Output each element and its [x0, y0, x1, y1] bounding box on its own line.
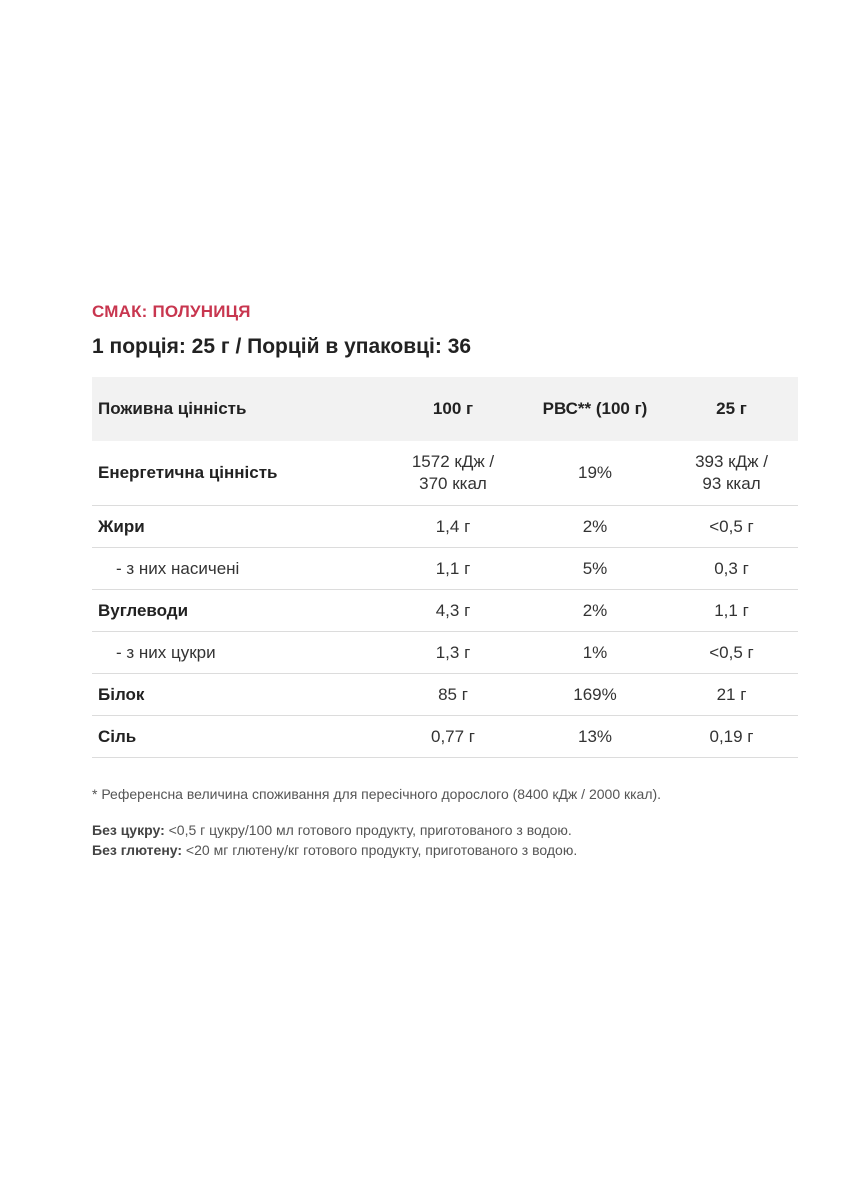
value-per-25g: 1,1 г	[665, 590, 798, 632]
value-per-100g: 1,1 г	[381, 548, 525, 590]
value-per-100g: 0,77 г	[381, 716, 525, 758]
header-nutrient: Поживна цінність	[98, 399, 247, 418]
value-per-25g: 21 г	[665, 674, 798, 716]
header-per-25g: 25 г	[716, 399, 747, 418]
table-row	[92, 632, 798, 674]
note-label: Без цукру:	[92, 822, 165, 838]
table-row	[92, 674, 798, 716]
nutrient-name: Вуглеводи	[92, 590, 381, 632]
value-per-25g: 0,19 г	[665, 716, 798, 758]
note-text: <20 мг глютену/кг готового продукту, приготованого з водою.	[182, 842, 578, 858]
nutrient-name: Енергетична цінність	[92, 441, 381, 506]
table-row	[92, 548, 798, 590]
value-per-25g: 0,3 г	[665, 548, 798, 590]
table-row	[92, 441, 798, 506]
value-rda: 1%	[525, 632, 665, 674]
flavor-title: СМАК: ПОЛУНИЦЯ	[92, 302, 251, 321]
value-rda: 19%	[525, 441, 665, 506]
value-per-100g: 1,3 г	[381, 632, 525, 674]
value-rda: 5%	[525, 548, 665, 590]
value-rda: 2%	[525, 590, 665, 632]
value-rda: 13%	[525, 716, 665, 758]
value-per-100g	[381, 441, 525, 506]
nutrition-label	[92, 300, 798, 860]
value-per-100g: 1,4 г	[381, 506, 525, 548]
sugar-free-note	[92, 820, 798, 840]
nutrient-name: Сіль	[92, 716, 381, 758]
value-line: 93 ккал	[702, 474, 761, 493]
header-per-100g: 100 г	[432, 399, 474, 418]
nutrient-name: Жири	[92, 506, 381, 548]
serving-info: 1 порція: 25 г / Порцій в упаковці: 36	[92, 335, 472, 358]
rda-footnote: * Референсна величина споживання для пересічного дорослого (8400 кДж / 2000 ккал).	[92, 786, 662, 802]
dietary-notes	[92, 820, 798, 860]
value-rda: 2%	[525, 506, 665, 548]
table-row	[92, 506, 798, 548]
value-per-100g: 4,3 г	[381, 590, 525, 632]
value-per-100g: 85 г	[381, 674, 525, 716]
value-per-25g: <0,5 г	[665, 506, 798, 548]
nutrient-name: - з них цукри	[92, 632, 381, 674]
nutrient-name: - з них насичені	[92, 548, 381, 590]
value-line: 393 кДж /	[695, 452, 768, 471]
gluten-free-note	[92, 840, 798, 860]
value-line: 370 ккал	[419, 474, 487, 493]
note-label: Без глютену:	[92, 842, 183, 858]
value-line: 1572 кДж /	[411, 452, 495, 471]
table-row	[92, 716, 798, 758]
nutrient-name: Білок	[92, 674, 381, 716]
nutrition-table	[92, 377, 798, 758]
table-row	[92, 590, 798, 632]
table-header-row	[92, 377, 798, 441]
value-per-25g	[665, 441, 798, 506]
value-per-25g: <0,5 г	[665, 632, 798, 674]
header-rda: РВС** (100 г)	[542, 399, 648, 418]
note-text: <0,5 г цукру/100 мл готового продукту, приготованого з водою.	[164, 822, 572, 838]
value-rda: 169%	[525, 674, 665, 716]
